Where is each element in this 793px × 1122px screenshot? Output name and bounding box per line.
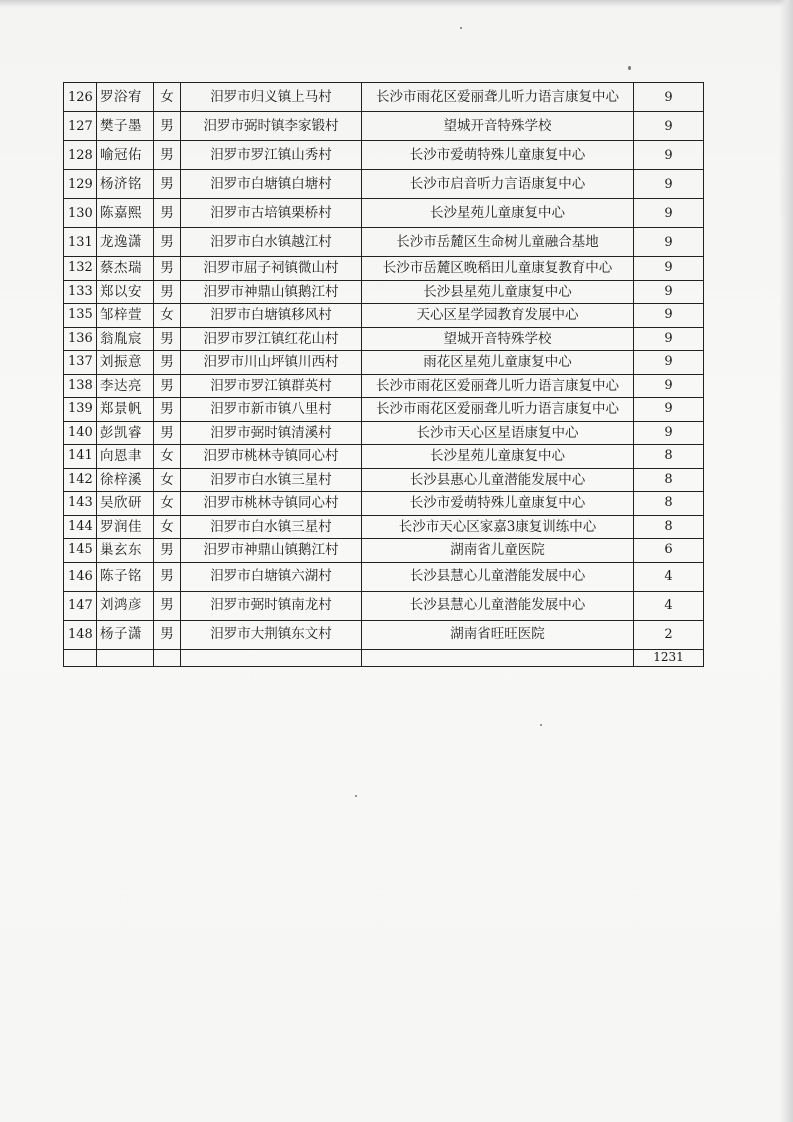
scan-right-edge	[779, 0, 793, 1122]
row-number-cell: 147	[64, 591, 97, 620]
institution-cell: 长沙市爱萌特殊儿童康复中心	[362, 141, 634, 170]
row-number-cell: 133	[64, 280, 97, 304]
village-cell: 汨罗市弼时镇南龙村	[181, 591, 362, 620]
table-row	[64, 492, 704, 516]
gender-cell: 男	[154, 257, 181, 281]
table-row	[64, 141, 704, 170]
gender-cell: 女	[154, 445, 181, 469]
row-number-cell: 143	[64, 492, 97, 516]
count-cell: 8	[634, 515, 704, 539]
village-cell: 汨罗市罗江镇红花山村	[181, 327, 362, 351]
institution-cell: 望城开音特殊学校	[362, 327, 634, 351]
table-row	[64, 515, 704, 539]
child-name-cell: 刘鸿彦	[97, 591, 154, 620]
institution-cell: 长沙市雨花区爱丽聋儿听力语言康复中心	[362, 398, 634, 422]
empty-cell	[154, 649, 181, 666]
gender-cell: 男	[154, 228, 181, 257]
table-row	[64, 170, 704, 199]
count-cell: 8	[634, 492, 704, 516]
row-number-cell: 129	[64, 170, 97, 199]
row-number-cell: 131	[64, 228, 97, 257]
gender-cell: 男	[154, 170, 181, 199]
child-name-cell: 刘振意	[97, 351, 154, 375]
table-row	[64, 421, 704, 445]
table-row	[64, 374, 704, 398]
row-number-cell: 145	[64, 539, 97, 563]
gender-cell: 男	[154, 421, 181, 445]
count-cell: 9	[634, 421, 704, 445]
village-cell: 汨罗市白水镇三星村	[181, 515, 362, 539]
village-cell: 汨罗市屈子祠镇微山村	[181, 257, 362, 281]
village-cell: 汨罗市弼时镇清溪村	[181, 421, 362, 445]
table-row	[64, 280, 704, 304]
count-cell: 9	[634, 280, 704, 304]
table-row	[64, 351, 704, 375]
gender-cell: 女	[154, 492, 181, 516]
gender-cell: 男	[154, 112, 181, 141]
child-name-cell: 郑以安	[97, 280, 154, 304]
child-name-cell: 彭凯睿	[97, 421, 154, 445]
child-name-cell: 杨济铭	[97, 170, 154, 199]
institution-cell: 长沙市雨花区爱丽聋儿听力语言康复中心	[362, 374, 634, 398]
child-name-cell: 郑景帆	[97, 398, 154, 422]
institution-cell: 望城开音特殊学校	[362, 112, 634, 141]
row-number-cell: 148	[64, 620, 97, 649]
roster-body	[64, 83, 704, 667]
institution-cell: 长沙县慧心儿童潜能发展中心	[362, 591, 634, 620]
count-cell: 9	[634, 228, 704, 257]
gender-cell: 女	[154, 304, 181, 328]
scan-speck	[460, 27, 462, 29]
institution-cell: 湖南省儿童医院	[362, 539, 634, 563]
gender-cell: 男	[154, 199, 181, 228]
village-cell: 汨罗市桃林寺镇同心村	[181, 445, 362, 469]
count-cell: 9	[634, 112, 704, 141]
village-cell: 汨罗市罗江镇山秀村	[181, 141, 362, 170]
child-name-cell: 邹梓萱	[97, 304, 154, 328]
scan-speck	[540, 724, 542, 726]
empty-cell	[97, 649, 154, 666]
row-number-cell: 132	[64, 257, 97, 281]
child-name-cell: 杨子潇	[97, 620, 154, 649]
table-row	[64, 257, 704, 281]
count-cell: 9	[634, 374, 704, 398]
gender-cell: 男	[154, 327, 181, 351]
row-number-cell: 130	[64, 199, 97, 228]
row-number-cell: 140	[64, 421, 97, 445]
institution-cell: 长沙市天心区星语康复中心	[362, 421, 634, 445]
child-name-cell: 翁胤宸	[97, 327, 154, 351]
gender-cell: 男	[154, 374, 181, 398]
village-cell: 汨罗市白塘镇移风村	[181, 304, 362, 328]
empty-cell	[64, 649, 97, 666]
count-cell: 9	[634, 351, 704, 375]
total-count-cell: 1231	[634, 649, 704, 666]
child-name-cell: 陈子铭	[97, 562, 154, 591]
empty-cell	[362, 649, 634, 666]
table-row	[64, 327, 704, 351]
row-number-cell: 138	[64, 374, 97, 398]
village-cell: 汨罗市白塘镇白塘村	[181, 170, 362, 199]
village-cell: 汨罗市白塘镇六湖村	[181, 562, 362, 591]
child-name-cell: 向恩聿	[97, 445, 154, 469]
village-cell: 汨罗市归义镇上马村	[181, 83, 362, 112]
village-cell: 汨罗市桃林寺镇同心村	[181, 492, 362, 516]
child-name-cell: 樊子墨	[97, 112, 154, 141]
total-row	[64, 649, 704, 666]
count-cell: 6	[634, 539, 704, 563]
gender-cell: 男	[154, 280, 181, 304]
row-number-cell: 137	[64, 351, 97, 375]
village-cell: 汨罗市神鼎山镇鹅江村	[181, 539, 362, 563]
institution-cell: 长沙县慧心儿童潜能发展中心	[362, 562, 634, 591]
gender-cell: 男	[154, 351, 181, 375]
child-name-cell: 徐梓溪	[97, 468, 154, 492]
row-number-cell: 136	[64, 327, 97, 351]
row-number-cell: 135	[64, 304, 97, 328]
scan-top-edge	[0, 0, 793, 8]
scan-speck	[628, 66, 631, 70]
child-name-cell: 龙逸潇	[97, 228, 154, 257]
institution-cell: 雨花区星苑儿童康复中心	[362, 351, 634, 375]
count-cell: 9	[634, 327, 704, 351]
gender-cell: 女	[154, 515, 181, 539]
village-cell: 汨罗市大荆镇东文村	[181, 620, 362, 649]
count-cell: 9	[634, 199, 704, 228]
village-cell: 汨罗市古培镇栗桥村	[181, 199, 362, 228]
table-row	[64, 398, 704, 422]
table-row	[64, 620, 704, 649]
gender-cell: 男	[154, 562, 181, 591]
gender-cell: 男	[154, 539, 181, 563]
row-number-cell: 127	[64, 112, 97, 141]
table-row	[64, 83, 704, 112]
row-number-cell: 141	[64, 445, 97, 469]
institution-cell: 长沙市爱萌特殊儿童康复中心	[362, 492, 634, 516]
table-row	[64, 304, 704, 328]
child-name-cell: 巢玄东	[97, 539, 154, 563]
village-cell: 汨罗市神鼎山镇鹅江村	[181, 280, 362, 304]
child-name-cell: 喻冠佑	[97, 141, 154, 170]
count-cell: 9	[634, 398, 704, 422]
institution-cell: 天心区星学园教育发展中心	[362, 304, 634, 328]
scan-speck	[355, 795, 357, 797]
table-row	[64, 199, 704, 228]
village-cell: 汨罗市罗江镇群英村	[181, 374, 362, 398]
count-cell: 9	[634, 304, 704, 328]
child-name-cell: 陈嘉熙	[97, 199, 154, 228]
empty-cell	[181, 649, 362, 666]
child-name-cell: 李达亮	[97, 374, 154, 398]
village-cell: 汨罗市弼时镇李家锻村	[181, 112, 362, 141]
village-cell: 汨罗市白水镇三星村	[181, 468, 362, 492]
count-cell: 9	[634, 141, 704, 170]
child-name-cell: 蔡杰瑞	[97, 257, 154, 281]
roster-table	[63, 82, 704, 667]
institution-cell: 长沙市雨花区爱丽聋儿听力语言康复中心	[362, 83, 634, 112]
gender-cell: 女	[154, 468, 181, 492]
row-number-cell: 146	[64, 562, 97, 591]
row-number-cell: 142	[64, 468, 97, 492]
gender-cell: 男	[154, 141, 181, 170]
child-name-cell: 罗浴宥	[97, 83, 154, 112]
table-row	[64, 539, 704, 563]
count-cell: 4	[634, 562, 704, 591]
row-number-cell: 128	[64, 141, 97, 170]
institution-cell: 长沙星苑儿童康复中心	[362, 445, 634, 469]
child-name-cell: 吴欣研	[97, 492, 154, 516]
institution-cell: 长沙县惠心儿童潜能发展中心	[362, 468, 634, 492]
count-cell: 9	[634, 170, 704, 199]
row-number-cell: 126	[64, 83, 97, 112]
table-row	[64, 562, 704, 591]
table-row	[64, 228, 704, 257]
count-cell: 9	[634, 257, 704, 281]
count-cell: 9	[634, 83, 704, 112]
gender-cell: 男	[154, 591, 181, 620]
row-number-cell: 139	[64, 398, 97, 422]
institution-cell: 长沙县星苑儿童康复中心	[362, 280, 634, 304]
count-cell: 4	[634, 591, 704, 620]
gender-cell: 女	[154, 83, 181, 112]
village-cell: 汨罗市川山坪镇川西村	[181, 351, 362, 375]
row-number-cell: 144	[64, 515, 97, 539]
institution-cell: 长沙星苑儿童康复中心	[362, 199, 634, 228]
count-cell: 8	[634, 468, 704, 492]
institution-cell: 长沙市岳麓区晚稻田儿童康复教育中心	[362, 257, 634, 281]
village-cell: 汨罗市新市镇八里村	[181, 398, 362, 422]
child-name-cell: 罗润佳	[97, 515, 154, 539]
institution-cell: 湖南省旺旺医院	[362, 620, 634, 649]
institution-cell: 长沙市启音听力言语康复中心	[362, 170, 634, 199]
count-cell: 8	[634, 445, 704, 469]
village-cell: 汨罗市白水镇越江村	[181, 228, 362, 257]
table-row	[64, 445, 704, 469]
institution-cell: 长沙市岳麓区生命树儿童融合基地	[362, 228, 634, 257]
table-row	[64, 112, 704, 141]
gender-cell: 男	[154, 398, 181, 422]
count-cell: 2	[634, 620, 704, 649]
table-row	[64, 591, 704, 620]
table-row	[64, 468, 704, 492]
gender-cell: 男	[154, 620, 181, 649]
institution-cell: 长沙市天心区家嘉3康复训练中心	[362, 515, 634, 539]
